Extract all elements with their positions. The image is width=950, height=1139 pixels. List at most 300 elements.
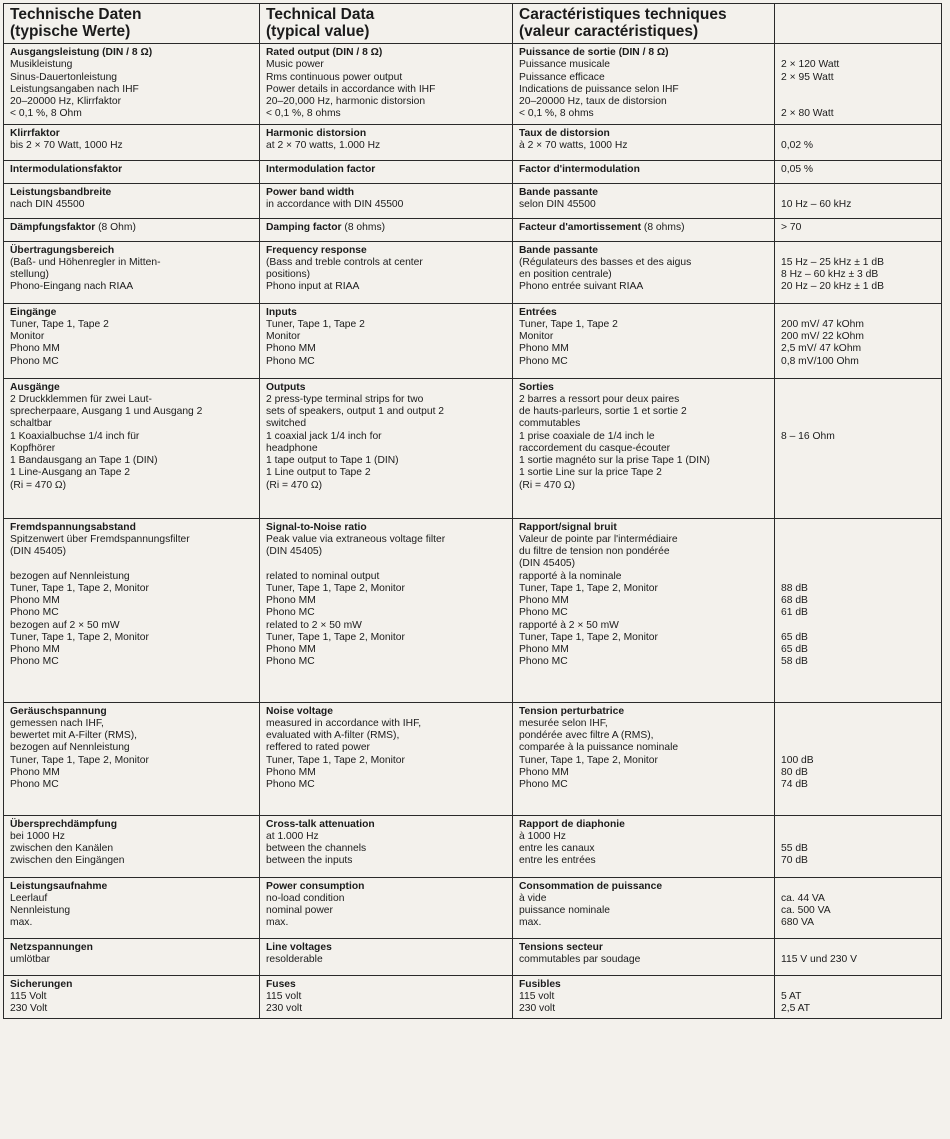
spec-line: (Régulateurs des basses et des aigus [519, 256, 692, 268]
spec-row [4, 378, 942, 518]
spec-line: Tuner, Tape 1, Tape 2, Monitor [10, 754, 149, 766]
spec-line: Phono MM [266, 766, 316, 778]
spec-line: Monitor [266, 331, 301, 342]
spec-title-text: Übertragungsbereich [10, 244, 115, 256]
spec-line: 230 volt [266, 1003, 303, 1014]
spec-line: umlötbar [10, 953, 51, 965]
spec-line: bis 2 × 70 Watt, 1000 Hz [10, 139, 123, 151]
spec-line: Tuner, Tape 1, Tape 2, Monitor [519, 754, 658, 766]
spec-line: Phono MM [266, 595, 316, 606]
spec-line: (Ri = 470 Ω) [266, 479, 323, 491]
spec-title [519, 307, 774, 319]
spec-cell-de [4, 938, 260, 975]
spec-value: 70 dB [781, 855, 808, 867]
spec-title [266, 881, 512, 893]
spec-value [781, 881, 941, 893]
spec-line: commutables [519, 418, 581, 430]
spec-line: Phono MM [10, 644, 60, 655]
spec-cell-fr [513, 160, 775, 183]
spec-line: Phono MM [266, 644, 316, 655]
spec-title [266, 222, 512, 234]
spec-title-text: Übersprechdämpfung [10, 818, 117, 830]
spec-line: 1 sortie Line sur la price Tape 2 [519, 467, 662, 479]
spec-value: 2 × 120 Watt [781, 59, 840, 71]
spec-line: Rms continuous power output [266, 71, 403, 83]
spec-row [4, 160, 942, 183]
spec-line: between the channels [266, 843, 367, 854]
spec-row [4, 303, 942, 378]
spec-title-text: Puissance de sortie (DIN / 8 Ω) [519, 47, 669, 58]
spec-cell-values [775, 877, 942, 938]
spec-title [266, 979, 512, 991]
spec-line: Phono MM [266, 343, 316, 355]
spec-value: 2,5 mV/ 47 kOhm [781, 343, 862, 355]
spec-line: raccordement du casque-écouter [519, 442, 671, 454]
spec-cell-fr [513, 44, 775, 125]
spec-cell-fr [513, 815, 775, 877]
spec-line: measured in accordance with IHF, [266, 717, 422, 729]
header-line: (valeur caractéristiques) [519, 23, 699, 40]
spec-title-text: Intermodulation factor [266, 163, 376, 175]
spec-row [4, 124, 942, 160]
spec-line: (Ri = 470 Ω) [10, 479, 67, 491]
spec-value: 88 dB [781, 582, 808, 594]
spec-value: 5 AT [781, 990, 802, 1002]
spec-value: 65 dB [781, 644, 808, 655]
spec-line: positions) [266, 269, 311, 280]
spec-value [781, 307, 941, 319]
spec-title-text: Outputs [266, 381, 306, 393]
spec-title [266, 164, 512, 176]
spec-line: Peak value via extraneous voltage filter [266, 533, 446, 545]
spec-value: 100 dB [781, 754, 814, 766]
spec-line: à 2 × 70 watts, 1000 Hz [519, 139, 628, 151]
spec-cell-fr [513, 183, 775, 218]
spec-title [266, 522, 512, 534]
spec-line: < 0,1 %, 8 ohms [266, 108, 341, 120]
spec-title [519, 222, 774, 234]
spec-cell-values [775, 938, 942, 975]
spec-value [781, 546, 941, 558]
spec-value: 61 dB [781, 607, 808, 619]
spec-value: 58 dB [781, 656, 808, 668]
spec-title-text: Ausgangsleistung (DIN / 8 Ω) [10, 47, 153, 58]
spec-value: 68 dB [781, 595, 808, 606]
spec-line: Phono MC [10, 355, 59, 367]
spec-cell-en [260, 124, 513, 160]
spec-line: à vide [519, 892, 547, 904]
spec-cell-fr [513, 938, 775, 975]
spec-line: Monitor [10, 331, 45, 342]
spec-line: < 0,1 %, 8 ohms [519, 108, 594, 120]
spec-title-text: Line voltages [266, 941, 332, 953]
spec-title-text: Fuses [266, 978, 296, 990]
spec-title [266, 187, 512, 199]
header-line: (typische Werte) [10, 23, 131, 40]
spec-title-text: Geräuschspannung [10, 705, 107, 717]
spec-value [781, 831, 941, 843]
spec-value [781, 534, 941, 546]
spec-title-text: Bande passante [519, 186, 598, 198]
table-body [4, 44, 942, 1019]
spec-cell-values [775, 815, 942, 877]
spec-value [781, 718, 941, 730]
spec-row [4, 44, 942, 125]
spec-title-text: Leistungsbandbreite [10, 186, 112, 198]
spec-line: Phono input at RIAA [266, 281, 360, 293]
spec-title [10, 979, 259, 991]
spec-line: Phono MM [519, 595, 569, 606]
header-english [260, 4, 513, 44]
spec-line: Tuner, Tape 1, Tape 2, Monitor [266, 631, 405, 643]
spec-title [266, 47, 512, 59]
spec-title-text: Cross-talk attenuation [266, 818, 375, 830]
spec-value: 8 – 16 Ohm [781, 430, 835, 442]
spec-line: Leistungsangaben nach IHF [10, 83, 139, 95]
spec-title-text: Rapport/signal bruit [519, 521, 617, 533]
spec-title [10, 382, 259, 394]
spec-line: 115 volt [519, 990, 555, 1002]
spec-line: Kopfhörer [10, 442, 56, 454]
spec-title-text: Ausgänge [10, 381, 60, 393]
spec-line: Phono MC [519, 779, 568, 790]
spec-value: 200 mV/ 47 kOhm [781, 318, 864, 330]
spec-line: bezogen auf Nennleistung [10, 742, 130, 754]
spec-line: 20–20000 Hz, taux de distorsion [519, 96, 667, 107]
spec-line: Phono MC [519, 656, 568, 668]
spec-line: bezogen auf Nennleistung [10, 570, 130, 582]
spec-line: Phono MC [10, 656, 59, 668]
spec-title [519, 245, 774, 257]
spec-value [781, 706, 941, 718]
spec-line: 1 sortie magnéto sur la prise Tape 1 (DIN) [519, 455, 710, 466]
spec-title-text: Power consumption [266, 880, 365, 892]
spec-title-text: Signal-to-Noise ratio [266, 521, 367, 533]
spec-cell-de [4, 815, 260, 877]
spec-title [10, 47, 259, 59]
spec-title-text: Bande passante [519, 244, 598, 256]
spec-value: 8 Hz – 60 kHz ± 3 dB [781, 269, 879, 280]
spec-line: 2 press-type terminal strips for two [266, 393, 424, 405]
spec-title [10, 187, 259, 199]
spec-value: 65 dB [781, 631, 808, 643]
spec-cell-de [4, 303, 260, 378]
spec-cell-en [260, 877, 513, 938]
spec-value: 0,05 % [781, 163, 814, 175]
spec-line: (Bass and treble controls at center [266, 256, 423, 268]
spec-value: 680 VA [781, 917, 815, 929]
spec-value: 80 dB [781, 766, 808, 778]
spec-row [4, 815, 942, 877]
spec-value: 115 V und 230 V [781, 953, 857, 965]
header-line: Caractéristiques techniques [519, 6, 727, 23]
header-values [775, 4, 942, 44]
spec-cell-fr [513, 975, 775, 1019]
spec-title [10, 245, 259, 257]
spec-line: (DIN 45405) [10, 546, 67, 557]
spec-title [519, 187, 774, 199]
spec-line: Leerlauf [10, 892, 48, 904]
spec-cell-de [4, 218, 260, 241]
technical-data-table [3, 3, 942, 1019]
spec-title-text: Factor d'intermodulation [519, 163, 640, 175]
spec-value: 2 × 80 Watt [781, 108, 834, 120]
spec-value [781, 730, 941, 742]
spec-cell-values [775, 241, 942, 303]
spec-line: sprecherpaare, Ausgang 1 und Ausgang 2 [10, 406, 203, 417]
spec-line: entre les entrées [519, 855, 596, 867]
spec-line: Phono MC [519, 607, 568, 619]
spec-line: rapporté à la nominale [519, 570, 622, 582]
spec-value [781, 571, 941, 583]
spec-cell-de [4, 160, 260, 183]
spec-title [10, 942, 259, 954]
spec-line: Phono MC [266, 779, 315, 790]
spec-cell-de [4, 241, 260, 303]
spec-cell-fr [513, 877, 775, 938]
spec-value: 0,8 mV/100 Ohm [781, 355, 859, 367]
header-line: Technische Daten [10, 6, 142, 23]
spec-cell-en [260, 160, 513, 183]
spec-line: entre les canaux [519, 843, 595, 854]
spec-cell-en [260, 975, 513, 1019]
spec-line: puissance nominale [519, 905, 611, 916]
spec-cell-values [775, 975, 942, 1019]
spec-title-text: Harmonic distorsion [266, 127, 367, 139]
spec-title [519, 164, 774, 176]
header-line: (typical value) [266, 23, 370, 40]
spec-title-note: (8 Ohm) [95, 221, 136, 233]
spec-line: 1 Line output to Tape 2 [266, 467, 371, 479]
spec-cell-de [4, 378, 260, 518]
spec-value [781, 522, 941, 534]
spec-cell-en [260, 241, 513, 303]
spec-value: 200 mV/ 22 kOhm [781, 331, 864, 342]
spec-title-text: Rapport de diaphonie [519, 818, 625, 830]
spec-line: Sinus-Dauertonleistung [10, 71, 118, 83]
spec-value: 55 dB [781, 843, 808, 854]
spec-title [266, 307, 512, 319]
spec-line: 1 Koaxialbuchse 1/4 inch für [10, 430, 140, 442]
spec-title-note: (8 ohms) [641, 221, 685, 233]
spec-line: Phono MM [10, 766, 60, 778]
spec-line: Phono MM [10, 595, 60, 606]
spec-title [519, 706, 774, 718]
spec-line: bei 1000 Hz [10, 830, 65, 842]
spec-line: comparée à la puissance nominale [519, 742, 679, 754]
spec-value [781, 406, 941, 418]
spec-line: Tuner, Tape 1, Tape 2, Monitor [519, 631, 658, 643]
spec-value [781, 819, 941, 831]
spec-row [4, 975, 942, 1019]
spec-cell-values [775, 183, 942, 218]
spec-value [781, 128, 941, 140]
spec-cell-values [775, 518, 942, 702]
spec-value [781, 245, 941, 257]
spec-value: ca. 500 VA [781, 905, 831, 916]
spec-line: Valeur de pointe par l'intermédiaire [519, 533, 678, 545]
spec-value [781, 47, 941, 59]
spec-title [266, 706, 512, 718]
spec-value: 0,02 % [781, 139, 814, 151]
spec-line: Tuner, Tape 1, Tape 2 [519, 318, 618, 330]
spec-cell-de [4, 877, 260, 938]
spec-cell-values [775, 124, 942, 160]
spec-value: 74 dB [781, 779, 808, 790]
spec-cell-fr [513, 241, 775, 303]
spec-title [519, 128, 774, 140]
spec-line: no-load condition [266, 892, 345, 904]
spec-cell-de [4, 702, 260, 815]
spec-row [4, 702, 942, 815]
spec-value [781, 187, 941, 199]
spec-row [4, 877, 942, 938]
spec-cell-en [260, 378, 513, 518]
spec-line: (DIN 45405) [519, 558, 576, 570]
spec-line: Monitor [519, 331, 554, 342]
spec-title-text: Dämpfungsfaktor [10, 221, 96, 233]
spec-title-text: Power band width [266, 186, 355, 198]
spec-row [4, 938, 942, 975]
spec-line: 1 Line-Ausgang an Tape 2 [10, 467, 131, 479]
spec-title [266, 382, 512, 394]
header-french [513, 4, 775, 44]
spec-value [781, 394, 941, 406]
spec-title [10, 164, 259, 176]
spec-line: 115 Volt [10, 990, 47, 1002]
spec-title [10, 522, 259, 534]
spec-title-text: Fusibles [519, 978, 561, 990]
spec-line: pondérée avec filtre A (RMS), [519, 730, 654, 741]
spec-value [781, 84, 941, 96]
spec-line: schaltbar [10, 418, 52, 430]
spec-value [781, 382, 941, 394]
spec-line: zwischen den Eingängen [10, 855, 125, 867]
header-german [4, 4, 260, 44]
spec-line: Phono-Eingang nach RIAA [10, 281, 134, 293]
spec-line: Phono MC [10, 779, 59, 790]
spec-value: 10 Hz – 60 kHz [781, 198, 852, 210]
spec-title [519, 382, 774, 394]
spec-cell-de [4, 44, 260, 125]
spec-line: Indications de puissance selon IHF [519, 83, 679, 95]
spec-line: evaluated with A-filter (RMS), [266, 730, 400, 741]
spec-title-text: Sorties [519, 381, 554, 393]
spec-line: resolderable [266, 953, 323, 965]
spec-sheet [3, 3, 941, 1019]
spec-title-text: Intermodulationsfaktor [10, 163, 123, 175]
spec-title-text: Facteur d'amortissement [519, 221, 642, 233]
spec-line: selon DIN 45500 [519, 198, 596, 210]
spec-line: max. [266, 917, 289, 929]
spec-title [519, 881, 774, 893]
spec-line: between the inputs [266, 855, 353, 867]
spec-title [266, 245, 512, 257]
spec-title-text: Eingänge [10, 306, 57, 318]
spec-line: 2 barres a ressort pour deux paires [519, 393, 680, 405]
spec-line: related to 2 × 50 mW [266, 619, 362, 631]
spec-value: ca. 44 VA [781, 892, 825, 904]
spec-line: rapporté à 2 × 50 mW [519, 619, 619, 631]
spec-line: (Ri = 470 Ω) [519, 479, 576, 491]
spec-line: Music power [266, 59, 324, 71]
spec-cell-fr [513, 702, 775, 815]
spec-title-text: Taux de distorsion [519, 127, 610, 139]
spec-line: switched [266, 418, 307, 430]
spec-cell-values [775, 44, 942, 125]
spec-value: 2 × 95 Watt [781, 71, 834, 83]
spec-line: Nennleistung [10, 905, 71, 916]
spec-line: < 0,1 %, 8 Ohm [10, 108, 82, 120]
spec-line: 115 volt [266, 990, 302, 1002]
spec-row [4, 218, 942, 241]
spec-line: Musikleistung [10, 59, 73, 71]
spec-line: headphone [266, 442, 318, 454]
spec-line: (DIN 45405) [266, 546, 323, 557]
spec-title [266, 942, 512, 954]
spec-value [781, 558, 941, 570]
spec-line: Tuner, Tape 1, Tape 2, Monitor [10, 631, 149, 643]
spec-title-text: Netzspannungen [10, 941, 93, 953]
spec-line: Phono MC [266, 607, 315, 619]
spec-title-text: Noise voltage [266, 705, 333, 717]
spec-row [4, 241, 942, 303]
spec-line: max. [10, 917, 33, 929]
spec-line: Phono MC [519, 355, 568, 367]
spec-line: Phono MM [10, 343, 60, 355]
spec-title-text: Tensions secteur [519, 941, 603, 953]
spec-value [781, 96, 941, 108]
spec-cell-fr [513, 218, 775, 241]
spec-line: Phono MC [266, 355, 315, 367]
spec-line: Phono MC [10, 607, 59, 619]
spec-line: Tuner, Tape 1, Tape 2 [266, 318, 365, 330]
spec-title-text: Damping factor [266, 221, 342, 233]
spec-title-text: Klirrfaktor [10, 127, 60, 139]
spec-line: 230 Volt [10, 1003, 48, 1014]
spec-title [10, 819, 259, 831]
spec-line: at 1.000 Hz [266, 830, 319, 842]
spec-line: Puissance efficace [519, 71, 605, 83]
spec-cell-fr [513, 303, 775, 378]
spec-line: sets of speakers, output 1 and output 2 [266, 406, 445, 417]
spec-cell-values [775, 702, 942, 815]
spec-line: max. [519, 917, 542, 929]
spec-line: Spitzenwert über Fremdspannungsfilter [10, 533, 190, 545]
spec-line: Phono MM [519, 644, 569, 655]
spec-title [266, 128, 512, 140]
spec-title [10, 128, 259, 140]
spec-line: Phono MM [519, 343, 569, 355]
spec-line: commutables par soudage [519, 953, 641, 965]
spec-cell-en [260, 702, 513, 815]
spec-line: 1 prise coaxiale de 1/4 inch le [519, 430, 655, 442]
spec-title [10, 222, 259, 234]
spec-cell-de [4, 183, 260, 218]
spec-title-text: Consommation de puissance [519, 880, 663, 892]
spec-line: 1 Bandausgang an Tape 1 (DIN) [10, 455, 158, 466]
spec-line: en position centrale) [519, 269, 612, 280]
spec-line: Tuner, Tape 1, Tape 2, Monitor [266, 582, 405, 594]
spec-value [781, 979, 941, 991]
spec-title-note: (8 ohms) [341, 221, 386, 233]
spec-value: 15 Hz – 25 kHz ± 1 dB [781, 256, 884, 268]
spec-line [10, 558, 259, 570]
spec-row [4, 183, 942, 218]
spec-line: related to nominal output [266, 570, 380, 582]
spec-line: 230 volt [519, 1003, 556, 1014]
spec-title-text: Rated output (DIN / 8 Ω) [266, 47, 383, 58]
